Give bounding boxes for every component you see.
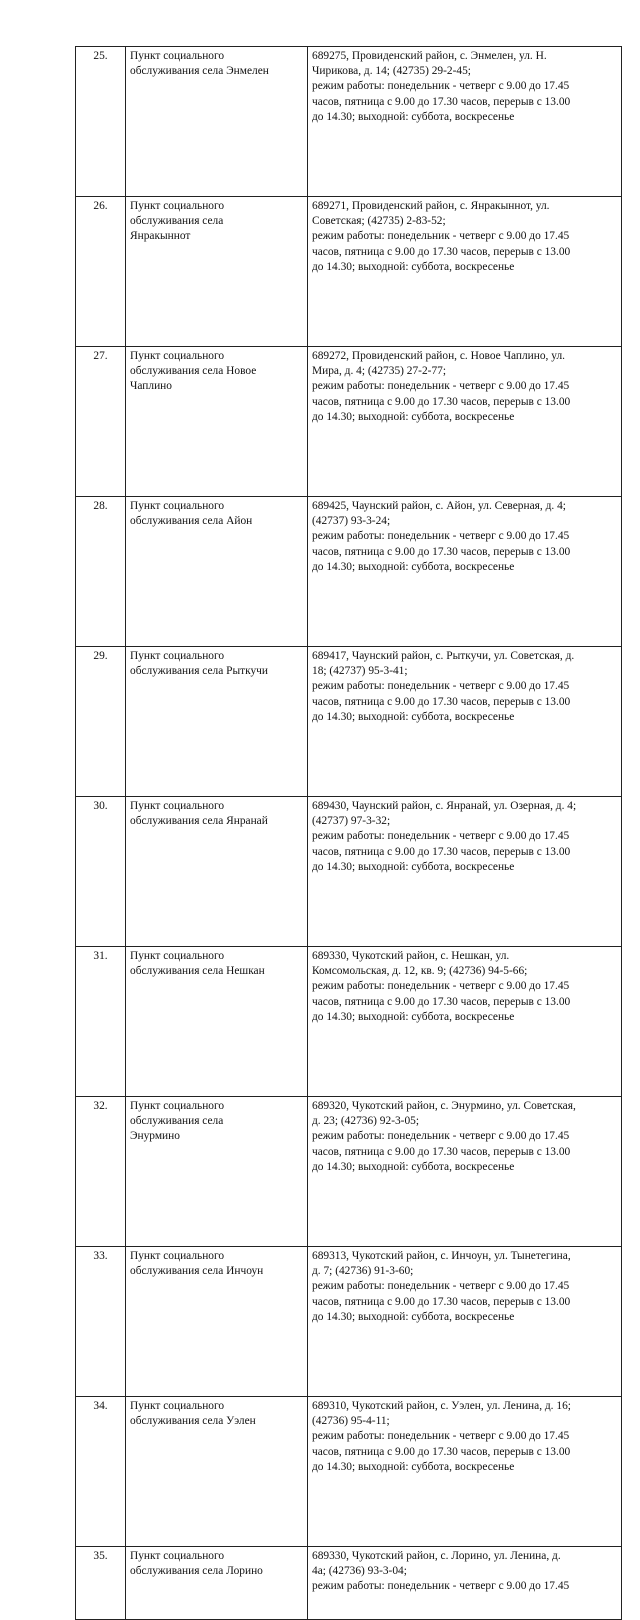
info-line: до 14.30; выходной: суббота, воскресенье — [312, 710, 515, 723]
info-line: (42737) 97-3-32; — [312, 815, 391, 828]
row-number: 31. — [76, 947, 126, 1097]
name-line: Пункт социального — [130, 50, 225, 62]
table-row — [76, 497, 622, 647]
info-line: режим работы: понедельник - четверг с 9.00 до 17.45 — [312, 830, 570, 843]
name-line: Пункт социального — [130, 1250, 225, 1262]
row-number: 28. — [76, 497, 126, 647]
name-line: обслуживания села Лорино — [130, 1565, 263, 1578]
info-line: 689310, Чукотский район, с. Уэлен, ул. Ленина, д. 16; — [312, 1400, 571, 1412]
table-row — [76, 197, 622, 347]
info-line: Комсомольская, д. 12, кв. 9; (42736) 94-5-66; — [312, 965, 528, 978]
info-line: до 14.30; выходной: суббота, воскресенье — [312, 1160, 515, 1173]
table-row — [76, 797, 622, 947]
name-line: обслуживания села Янранай — [130, 815, 268, 828]
info-line: режим работы: понедельник - четверг с 9.00 до 17.45 — [312, 230, 570, 243]
info-line: 689330, Чукотский район, с. Лорино, ул. Ленина, д. — [312, 1550, 561, 1562]
name-line: Пункт социального — [130, 650, 225, 662]
info-line: часов, пятница с 9.00 до 17.30 часов, перерыв с 13.00 — [312, 95, 571, 108]
name-line: обслуживания села Новое — [130, 365, 257, 378]
info-line: Советская; (42735) 2-83-52; — [312, 215, 446, 228]
service-point-name — [126, 947, 308, 1097]
name-line: обслуживания села Рыткучи — [130, 665, 268, 678]
info-line: режим работы: понедельник - четверг с 9.00 до 17.45 — [312, 80, 570, 93]
address-and-schedule — [308, 1097, 622, 1247]
service-point-name — [126, 1397, 308, 1547]
name-line: обслуживания села Уэлен — [130, 1415, 256, 1428]
info-line: 689320, Чукотский район, с. Энурмино, ул. Советская, — [312, 1100, 576, 1112]
row-number: 34. — [76, 1397, 126, 1547]
table-row — [76, 1547, 622, 1620]
info-line: до 14.30; выходной: суббота, воскресенье — [312, 1460, 515, 1473]
info-line: 689275, Провиденский район, с. Энмелен, ул. Н. — [312, 50, 547, 62]
info-line: режим работы: понедельник - четверг с 9.00 до 17.45 — [312, 1280, 570, 1293]
service-point-name — [126, 197, 308, 347]
table-row — [76, 647, 622, 797]
row-number: 30. — [76, 797, 126, 947]
info-line: часов, пятница с 9.00 до 17.30 часов, перерыв с 13.00 — [312, 395, 571, 408]
service-point-name — [126, 1547, 308, 1620]
name-line: Пункт социального — [130, 200, 225, 212]
table-row — [76, 47, 622, 197]
table-row — [76, 1397, 622, 1547]
table-row — [76, 947, 622, 1097]
address-and-schedule — [308, 347, 622, 497]
info-line: часов, пятница с 9.00 до 17.30 часов, перерыв с 13.00 — [312, 995, 571, 1008]
info-line: (42736) 95-4-11; — [312, 1415, 390, 1428]
address-and-schedule — [308, 197, 622, 347]
table-row — [76, 1247, 622, 1397]
table-row — [76, 1097, 622, 1247]
social-service-points-table — [75, 46, 622, 1620]
info-line: часов, пятница с 9.00 до 17.30 часов, перерыв с 13.00 — [312, 695, 571, 708]
service-point-name — [126, 497, 308, 647]
info-line: до 14.30; выходной: суббота, воскресенье — [312, 410, 515, 423]
info-line: часов, пятница с 9.00 до 17.30 часов, перерыв с 13.00 — [312, 1445, 571, 1458]
name-line: Энурмино — [130, 1130, 180, 1143]
name-line: обслуживания села Нешкан — [130, 965, 265, 978]
service-point-name — [126, 647, 308, 797]
info-line: 689272, Провиденский район, с. Новое Чаплино, ул. — [312, 350, 565, 362]
info-line: режим работы: понедельник - четверг с 9.00 до 17.45 — [312, 530, 570, 543]
name-line: Янракыннот — [130, 230, 191, 243]
info-line: до 14.30; выходной: суббота, воскресенье — [312, 1310, 515, 1323]
address-and-schedule — [308, 647, 622, 797]
name-line: Пункт социального — [130, 1550, 225, 1562]
info-line: часов, пятница с 9.00 до 17.30 часов, перерыв с 13.00 — [312, 245, 571, 258]
row-number: 29. — [76, 647, 126, 797]
address-and-schedule — [308, 797, 622, 947]
service-point-name — [126, 797, 308, 947]
info-line: (42737) 93-3-24; — [312, 515, 391, 528]
service-point-name — [126, 1097, 308, 1247]
name-line: обслуживания села — [130, 215, 224, 228]
info-line: режим работы: понедельник - четверг с 9.00 до 17.45 — [312, 1130, 570, 1143]
info-line: 689430, Чаунский район, с. Янранай, ул. Озерная, д. 4; — [312, 800, 577, 812]
info-line: до 14.30; выходной: суббота, воскресенье — [312, 560, 515, 573]
name-line: обслуживания села Айон — [130, 515, 253, 528]
info-line: часов, пятница с 9.00 до 17.30 часов, перерыв с 13.00 — [312, 1295, 571, 1308]
name-line: Пункт социального — [130, 500, 225, 512]
info-line: часов, пятница с 9.00 до 17.30 часов, перерыв с 13.00 — [312, 1145, 571, 1158]
info-line: режим работы: понедельник - четверг с 9.00 до 17.45 — [312, 1580, 570, 1593]
name-line: обслуживания села — [130, 1115, 224, 1128]
info-line: д. 7; (42736) 91-3-60; — [312, 1265, 414, 1278]
info-line: Мира, д. 4; (42735) 27-2-77; — [312, 365, 447, 378]
address-and-schedule — [308, 1397, 622, 1547]
info-line: до 14.30; выходной: суббота, воскресенье — [312, 260, 515, 273]
info-line: режим работы: понедельник - четверг с 9.00 до 17.45 — [312, 680, 570, 693]
name-line: Пункт социального — [130, 800, 225, 812]
info-line: режим работы: понедельник - четверг с 9.00 до 17.45 — [312, 1430, 570, 1443]
info-line: 689330, Чукотский район, с. Нешкан, ул. — [312, 950, 510, 962]
service-point-name — [126, 47, 308, 197]
name-line: Пункт социального — [130, 950, 225, 962]
row-number: 33. — [76, 1247, 126, 1397]
info-line: 18; (42737) 95-3-41; — [312, 665, 408, 678]
service-point-name — [126, 1247, 308, 1397]
info-line: 4а; (42736) 93-3-04; — [312, 1565, 407, 1578]
service-point-name — [126, 347, 308, 497]
address-and-schedule — [308, 1547, 622, 1620]
row-number: 27. — [76, 347, 126, 497]
address-and-schedule — [308, 1247, 622, 1397]
row-number: 26. — [76, 197, 126, 347]
name-line: Пункт социального — [130, 1100, 225, 1112]
name-line: обслуживания села Инчоун — [130, 1265, 264, 1278]
info-line: режим работы: понедельник - четверг с 9.00 до 17.45 — [312, 980, 570, 993]
name-line: Пункт социального — [130, 1400, 225, 1412]
row-number: 25. — [76, 47, 126, 197]
table-body — [76, 47, 622, 1620]
info-line: 689271, Провиденский район, с. Янракыннот, ул. — [312, 200, 550, 212]
info-line: до 14.30; выходной: суббота, воскресенье — [312, 110, 515, 123]
info-line: 689313, Чукотский район, с. Инчоун, ул. Тынетегина, — [312, 1250, 571, 1262]
info-line: часов, пятница с 9.00 до 17.30 часов, перерыв с 13.00 — [312, 845, 571, 858]
info-line: 689425, Чаунский район, с. Айон, ул. Северная, д. 4; — [312, 500, 566, 512]
address-and-schedule — [308, 47, 622, 197]
name-line: обслуживания села Энмелен — [130, 65, 269, 78]
table-row — [76, 347, 622, 497]
info-line: 689417, Чаунский район, с. Рыткучи, ул. Советская, д. — [312, 650, 575, 662]
info-line: до 14.30; выходной: суббота, воскресенье — [312, 1010, 515, 1023]
info-line: д. 23; (42736) 92-3-05; — [312, 1115, 420, 1128]
name-line: Пункт социального — [130, 350, 225, 362]
name-line: Чаплино — [130, 380, 172, 393]
info-line: до 14.30; выходной: суббота, воскресенье — [312, 860, 515, 873]
row-number: 35. — [76, 1547, 126, 1620]
address-and-schedule — [308, 947, 622, 1097]
info-line: часов, пятница с 9.00 до 17.30 часов, перерыв с 13.00 — [312, 545, 571, 558]
info-line: Чирикова, д. 14; (42735) 29-2-45; — [312, 65, 471, 78]
info-line: режим работы: понедельник - четверг с 9.00 до 17.45 — [312, 380, 570, 393]
row-number: 32. — [76, 1097, 126, 1247]
address-and-schedule — [308, 497, 622, 647]
